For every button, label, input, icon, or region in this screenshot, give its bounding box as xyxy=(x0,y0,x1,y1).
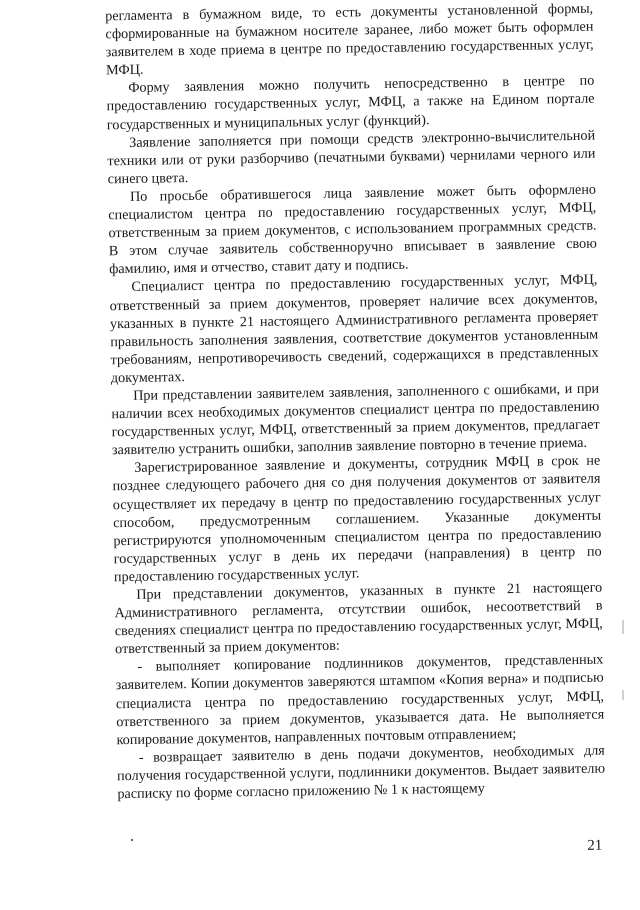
paragraph-4: По просьбе обратившегося лица заявление может быть оформлено специалистом центра по предоставлению государственных услуг, МФЦ, ответственным за прием документов, с использованием программных средств. В этом случае заявитель собственноручно вписывает в заявление свою фамилию, имя и отчество, ставит дату и подпись. xyxy=(108,181,597,278)
scan-edge-mark xyxy=(622,690,624,700)
scan-speck xyxy=(131,839,133,841)
scan-edge-mark xyxy=(622,620,624,634)
paragraph-7: Зарегистрированное заявление и документы, сотрудник МФЦ в срок не позднее следующего рабочего дня со дня получения документов от заявителя осуществляет их передачу в центр по предоставлению государственных услуг способом, предусмотренным соглашением. Указанные документы регистрируются уполномоченным специалистом центра по предоставлению государственных услуг в день их передачи (направления) в центр по предоставлению государственных услуг. xyxy=(112,452,602,586)
page-number: 21 xyxy=(587,837,603,854)
paragraph-3: Заявление заполняется при помощи средств электронно-вычислительной техники или от руки разборчиво (печатными буквами) чернилами черного или синего цвета. xyxy=(107,127,596,188)
body-text xyxy=(105,0,605,803)
list-item-copying: - выполняет копирование подлинников документов, представленных заявителем. Копии документов заверяются штампом «Копия верна» и подписью специалиста центра по предоставлению государственных услуг, МФЦ, ответственного за прием документов, указывается дата. Не выполняется копирование документов, направленных почтовым отправлением; xyxy=(115,651,605,748)
paragraph-8: При представлении документов, указанных в пункте 21 настоящего Административного регламента, отсутствии ошибок, несоответствий в сведениях специалист центра по предоставлению государственных услуг, МФЦ, ответственный за прием документов: xyxy=(114,579,603,658)
paragraph-1: регламента в бумажном виде, то есть документы установленной формы, сформированные на бумажном носителе заранее, либо может быть оформлен заявителем в ходе приема в центре по предоставлению государственных услуг, МФЦ. xyxy=(105,0,594,79)
paragraph-2: Форму заявления можно получить непосредственно в центре по предоставлению государственных услуг, МФЦ, а также на Едином портале государственных и муниципальных услуг (функций). xyxy=(106,73,595,133)
paragraph-6: При представлении заявителем заявления, заполненного с ошибками, и при наличии всех необходимых документов специалист центра по предоставлению государственных услуг, МФЦ, ответственный за прием документов, предлагает заявителю устранить ошибки, заполнив заявление повторно в течение приема. xyxy=(111,380,600,459)
list-item-return: - возвращает заявителю в день подачи документов, необходимых для получения государственной услуги, подлинники документов. Выдает заявителю расписку по форме согласно приложению № 1 к настоящему xyxy=(116,742,606,803)
paragraph-5: Специалист центра по предоставлению государственных услуг, МФЦ, ответственный за прием документов, проверяет наличие всех документов, указанных в пункте 21 настоящего Административного регламента проверяет правильность заполнения заявления, соответствие документов установленным требованиям, непротиворечивость сведений, содержащихся в представленных документах. xyxy=(109,272,599,387)
